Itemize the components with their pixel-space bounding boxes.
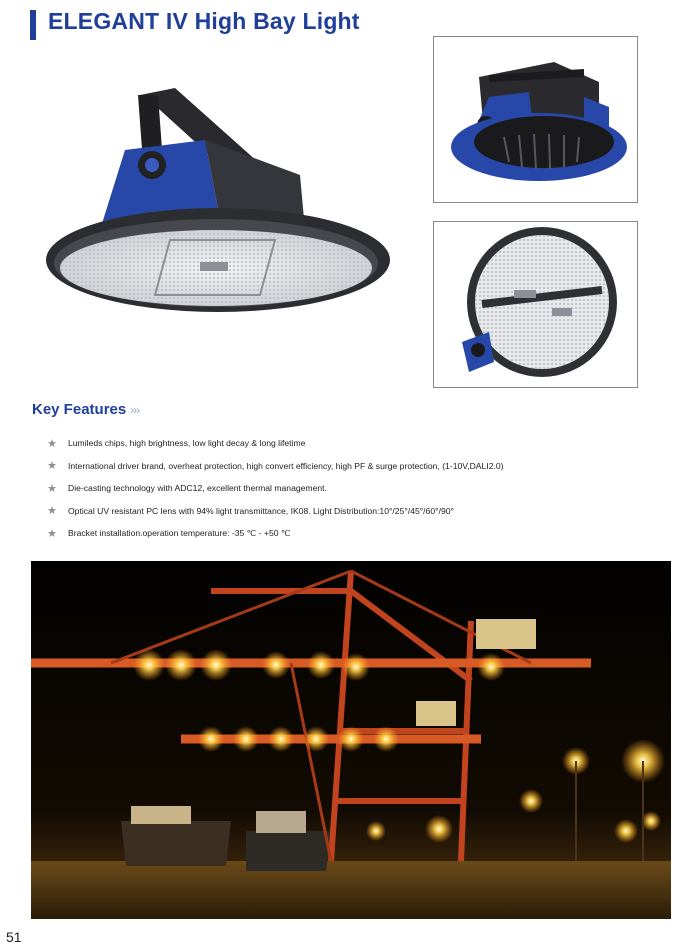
product-led-face-image xyxy=(433,221,638,388)
feature-text: Die-casting technology with ADC12, excellent thermal management. xyxy=(68,483,327,494)
list-item xyxy=(46,522,504,545)
list-item xyxy=(46,455,504,478)
star-icon: ★ xyxy=(47,527,57,540)
feature-text: Lumileds chips, high brightness, low light decay & long lifetime xyxy=(68,438,306,449)
star-icon: ★ xyxy=(47,437,57,450)
key-features-list xyxy=(46,432,504,545)
page-title: ELEGANT IV High Bay Light xyxy=(48,8,360,34)
product-side-view-image xyxy=(433,36,638,203)
list-item xyxy=(46,500,504,523)
title-accent-bar xyxy=(30,10,36,40)
list-item xyxy=(46,477,504,500)
list-item xyxy=(46,432,504,455)
feature-text: Optical UV resistant PC lens with 94% light transmittance, IK08. Light Distribution:10°/25°/45°/60°/90° xyxy=(68,505,454,516)
star-icon: ★ xyxy=(47,460,57,473)
product-hero-image xyxy=(40,80,395,320)
star-icon: ★ xyxy=(47,505,57,518)
key-features-heading xyxy=(32,401,139,418)
port-night-photo xyxy=(31,561,671,919)
feature-text: International driver brand, overheat protection, high convert efficiency, high PF & surge protection, (1-10V,DALI2.0) xyxy=(68,460,504,471)
key-features-title: Key Features xyxy=(32,401,127,418)
page-number: 51 xyxy=(6,929,22,945)
feature-text: Bracket installation.operation temperature: -35 ℃ - +50 ℃ xyxy=(68,527,291,538)
star-icon: ★ xyxy=(47,482,57,495)
chevron-right-icon: ››› xyxy=(130,403,140,417)
